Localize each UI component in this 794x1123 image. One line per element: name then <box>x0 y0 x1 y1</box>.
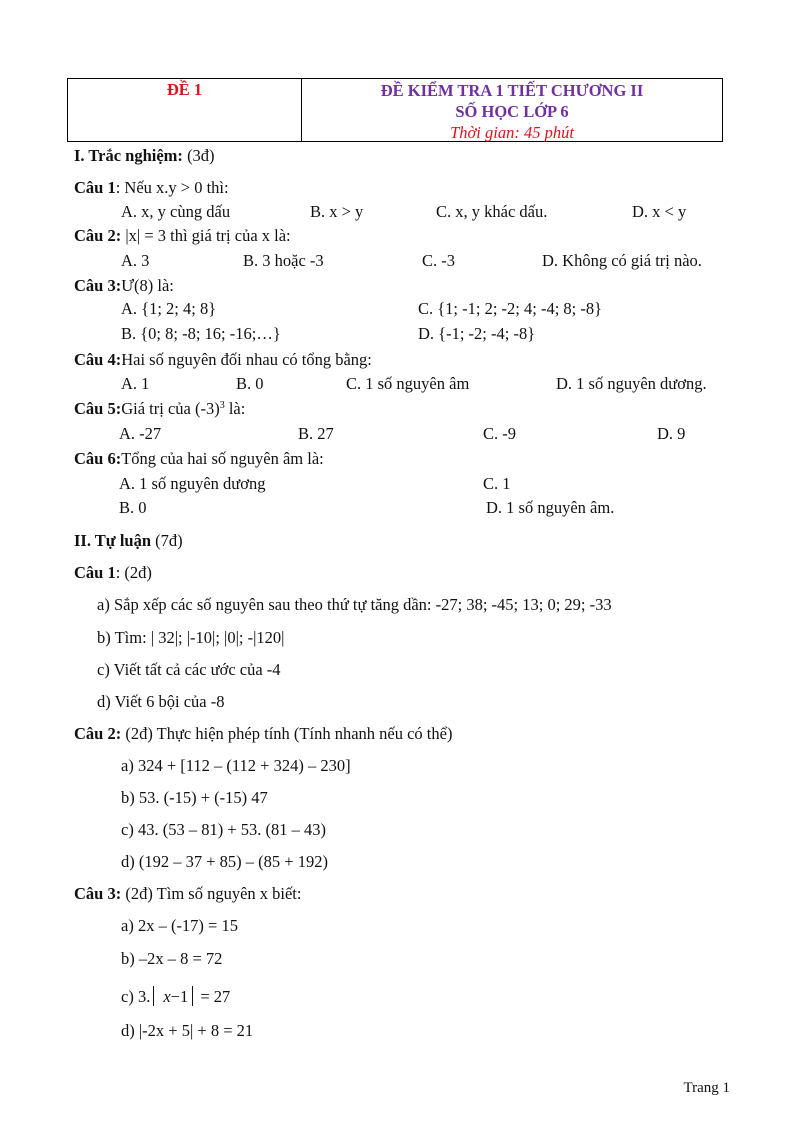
q3-option-c: C. {1; -1; 2; -2; 4; -4; 8; -8} <box>418 299 603 318</box>
essay-q1-stem: Câu 1: (2đ) <box>74 563 152 582</box>
q1-option-c: C. x, y khác dấu. <box>436 202 548 221</box>
q5-option-b: B. 27 <box>298 424 334 443</box>
q5-option-c: C. -9 <box>483 424 516 443</box>
part2-heading: II. Tự luận (7đ) <box>74 531 183 550</box>
q3-option-d: D. {-1; -2; -4; -8} <box>418 324 536 343</box>
q1-option-a: A. x, y cùng dấu <box>121 202 231 221</box>
exam-time: Thời gian: 45 phút <box>450 123 574 142</box>
essay-q2-stem: Câu 2: (2đ) Thực hiện phép tính (Tính nhanh nếu có thể) <box>74 724 453 743</box>
essay-q2-item-b: b) 53. (-15) + (-15) 47 <box>121 788 268 807</box>
essay-q2-item-d: d) (192 – 37 + 85) – (85 + 192) <box>121 852 328 871</box>
essay-q3-item-a: a) 2x – (-17) = 15 <box>121 916 238 935</box>
exam-subject: SỐ HỌC LỚP 6 <box>455 102 569 121</box>
q6-option-a: A. 1 số nguyên dương <box>119 474 266 493</box>
essay-q3-stem: Câu 3: (2đ) Tìm số nguyên x biết: <box>74 884 302 903</box>
exam-title: ĐỀ KIỂM TRA 1 TIẾT CHƯƠNG II <box>380 81 644 100</box>
q4-option-c: C. 1 số nguyên âm <box>346 374 470 393</box>
q1-stem: Câu 1: Nếu x.y > 0 thì: <box>74 178 229 197</box>
q6-stem: Câu 6:Tổng của hai số nguyên âm là: <box>74 449 324 468</box>
essay-q3-item-c: c) 3. x−1 = 27 <box>121 987 231 1006</box>
essay-q1-item-d: d) Viết 6 bội của -8 <box>97 692 225 711</box>
essay-q1-item-b: b) Tìm: | 32|; |-10|; |0|; -|120| <box>97 628 285 647</box>
essay-q3-item-d: d) |-2x + 5| + 8 = 21 <box>121 1021 254 1040</box>
essay-q3-item-b: b) –2x – 8 = 72 <box>121 949 223 968</box>
q2-option-d: D. Không có giá trị nào. <box>542 251 702 270</box>
q5-option-d: D. 9 <box>657 424 686 443</box>
q6-option-d: D. 1 số nguyên âm. <box>486 498 615 517</box>
q4-option-b: B. 0 <box>236 374 264 393</box>
essay-q1-item-a: a) Sắp xếp các số nguyên sau theo thứ tự tăng dần: -27; 38; -45; 13; 0; 29; -33 <box>97 595 612 614</box>
q6-option-b: B. 0 <box>119 498 147 517</box>
header-table <box>67 78 723 142</box>
q5-option-a: A. -27 <box>119 424 162 443</box>
q5-stem: Câu 5:Giá trị của $(-3)^3$ là: <box>74 399 246 418</box>
q4-stem: Câu 4:Hai số nguyên đối nhau có tổng bằng: <box>74 350 372 369</box>
q2-option-a: A. 3 <box>121 251 150 270</box>
q6-option-c: C. 1 <box>483 474 511 493</box>
q2-stem: Câu 2: |x| = 3 thì giá trị của x là: <box>74 226 291 245</box>
q4-option-a: A. 1 <box>121 374 150 393</box>
essay-q1-item-c: c) Viết tất cả các ước của -4 <box>97 660 281 679</box>
essay-q2-item-c: c) 43. (53 – 81) + 53. (81 – 43) <box>121 820 326 839</box>
q3-option-a: A. {1; 2; 4; 8} <box>121 299 217 318</box>
q1-option-b: B. x > y <box>310 202 364 221</box>
essay-q2-item-a: a) 324 + [112 – (112 + 324) – 230] <box>121 756 351 775</box>
exam-number: ĐỀ 1 <box>68 79 302 141</box>
q1-option-d: D. x < y <box>632 202 687 221</box>
q4-option-d: D. 1 số nguyên dương. <box>556 374 707 393</box>
q2-option-c: C. -3 <box>422 251 455 270</box>
page-number: Trang 1 <box>683 1080 730 1096</box>
q3-stem: Câu 3:Ư(8) là: <box>74 276 174 295</box>
part1-heading: I. Trắc nghiệm: (3đ) <box>74 146 215 165</box>
q2-option-b: B. 3 hoặc -3 <box>243 251 324 270</box>
q3-option-b: B. {0; 8; -8; 16; -16;…} <box>121 324 281 343</box>
exam-title-cell <box>302 79 722 141</box>
